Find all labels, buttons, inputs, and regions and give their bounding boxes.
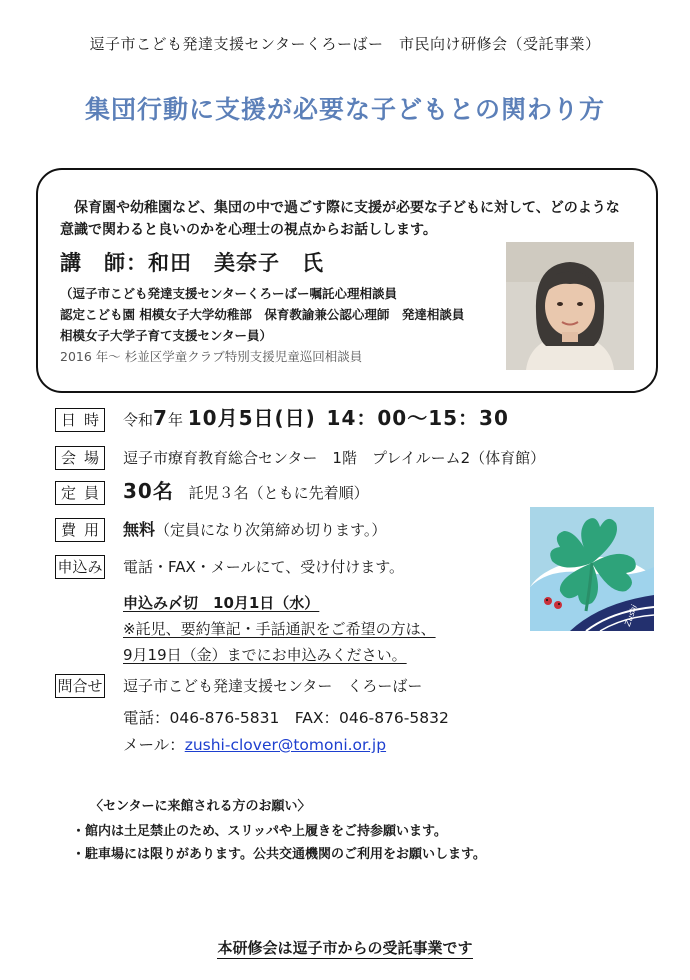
apply-note-1: ※託児、要約筆記・手話通訳をご希望の方は、 bbox=[123, 620, 436, 638]
lecturer-photo bbox=[506, 242, 634, 370]
contact-label: 問合せ bbox=[55, 674, 105, 698]
fee-value: 無料（定員になり次第締め切ります。） bbox=[123, 520, 387, 539]
schedule-value: 令和7年 10月5日(日) 14：00～15：30 bbox=[123, 406, 509, 430]
notice-item: ・館内は土足禁止のため、スリッパや上履きをご持参願います。 bbox=[72, 824, 447, 839]
capacity-label: 定 員 bbox=[55, 481, 105, 505]
contact-org: 逗子市こども発達支援センター くろーばー bbox=[123, 677, 423, 695]
contact-email-line bbox=[123, 733, 386, 755]
intro-line-2: 意識で関わると良いのかを心理士の視点からお話しします。 bbox=[60, 222, 437, 238]
clover-signature: Zushi bbox=[623, 603, 640, 628]
notice-heading: 〈センターに来館される方のお願い〉 bbox=[90, 799, 311, 814]
apply-note-2: 9月19日（金）までにお申込みください。 bbox=[123, 646, 407, 664]
apply-deadline: 申込み〆切 10月1日（水） bbox=[123, 594, 320, 612]
affiliation-line: （逗子市こども発達支援センターくろーばー嘱託心理相談員 bbox=[60, 286, 398, 301]
email-link[interactable]: zushi-clover@tomoni.or.jp bbox=[184, 736, 387, 754]
header-line: 逗子市こども発達支援センターくろーばー 市民向け研修会（受託事業） bbox=[89, 35, 601, 53]
apply-label: 申込み bbox=[55, 555, 105, 579]
footer-note: 本研修会は逗子市からの受託事業です bbox=[217, 939, 473, 957]
venue-value: 逗子市療育教育総合センター 1階 プレイルーム2（体育館） bbox=[123, 449, 546, 467]
email-label: メール： bbox=[123, 736, 185, 754]
schedule-label: 日 時 bbox=[55, 408, 105, 432]
contact-phone: 電話：046-876-5831 FAX：046-876-5832 bbox=[123, 709, 449, 727]
page-title: 集団行動に支援が必要な子どもとの関わり方 bbox=[84, 95, 605, 124]
affiliation-line: 認定こども園 相模女子大学幼稚部 保育教諭兼公認心理師 発達相談員 bbox=[60, 307, 465, 322]
portrait-illustration bbox=[506, 242, 634, 370]
fee-label: 費 用 bbox=[55, 518, 105, 542]
intro-text bbox=[60, 197, 640, 241]
notice-item: ・駐車場には限りがあります。公共交通機関のご利用をお願いします。 bbox=[72, 847, 486, 862]
venue-label: 会 場 bbox=[55, 446, 105, 470]
intro-line-1: 保育園や幼稚園など、集団の中で過ごす際に支援が必要な子どもに対して、どのような bbox=[74, 200, 620, 216]
capacity-value: 30名 託児３名（ともに先着順） bbox=[123, 479, 369, 503]
lecturer-affiliation bbox=[60, 283, 464, 346]
lecturer-history: 2016 年～ 杉並区学童クラブ特別支援児童巡回相談員 bbox=[60, 349, 363, 364]
clover-illustration bbox=[530, 507, 654, 631]
affiliation-line: 相模女子大学子育て支援センター員） bbox=[60, 328, 273, 343]
apply-value: 電話・FAX・メールにて、受け付けます。 bbox=[123, 558, 404, 576]
lecturer-name: 講 師：和田 美奈子 氏 bbox=[60, 251, 324, 275]
